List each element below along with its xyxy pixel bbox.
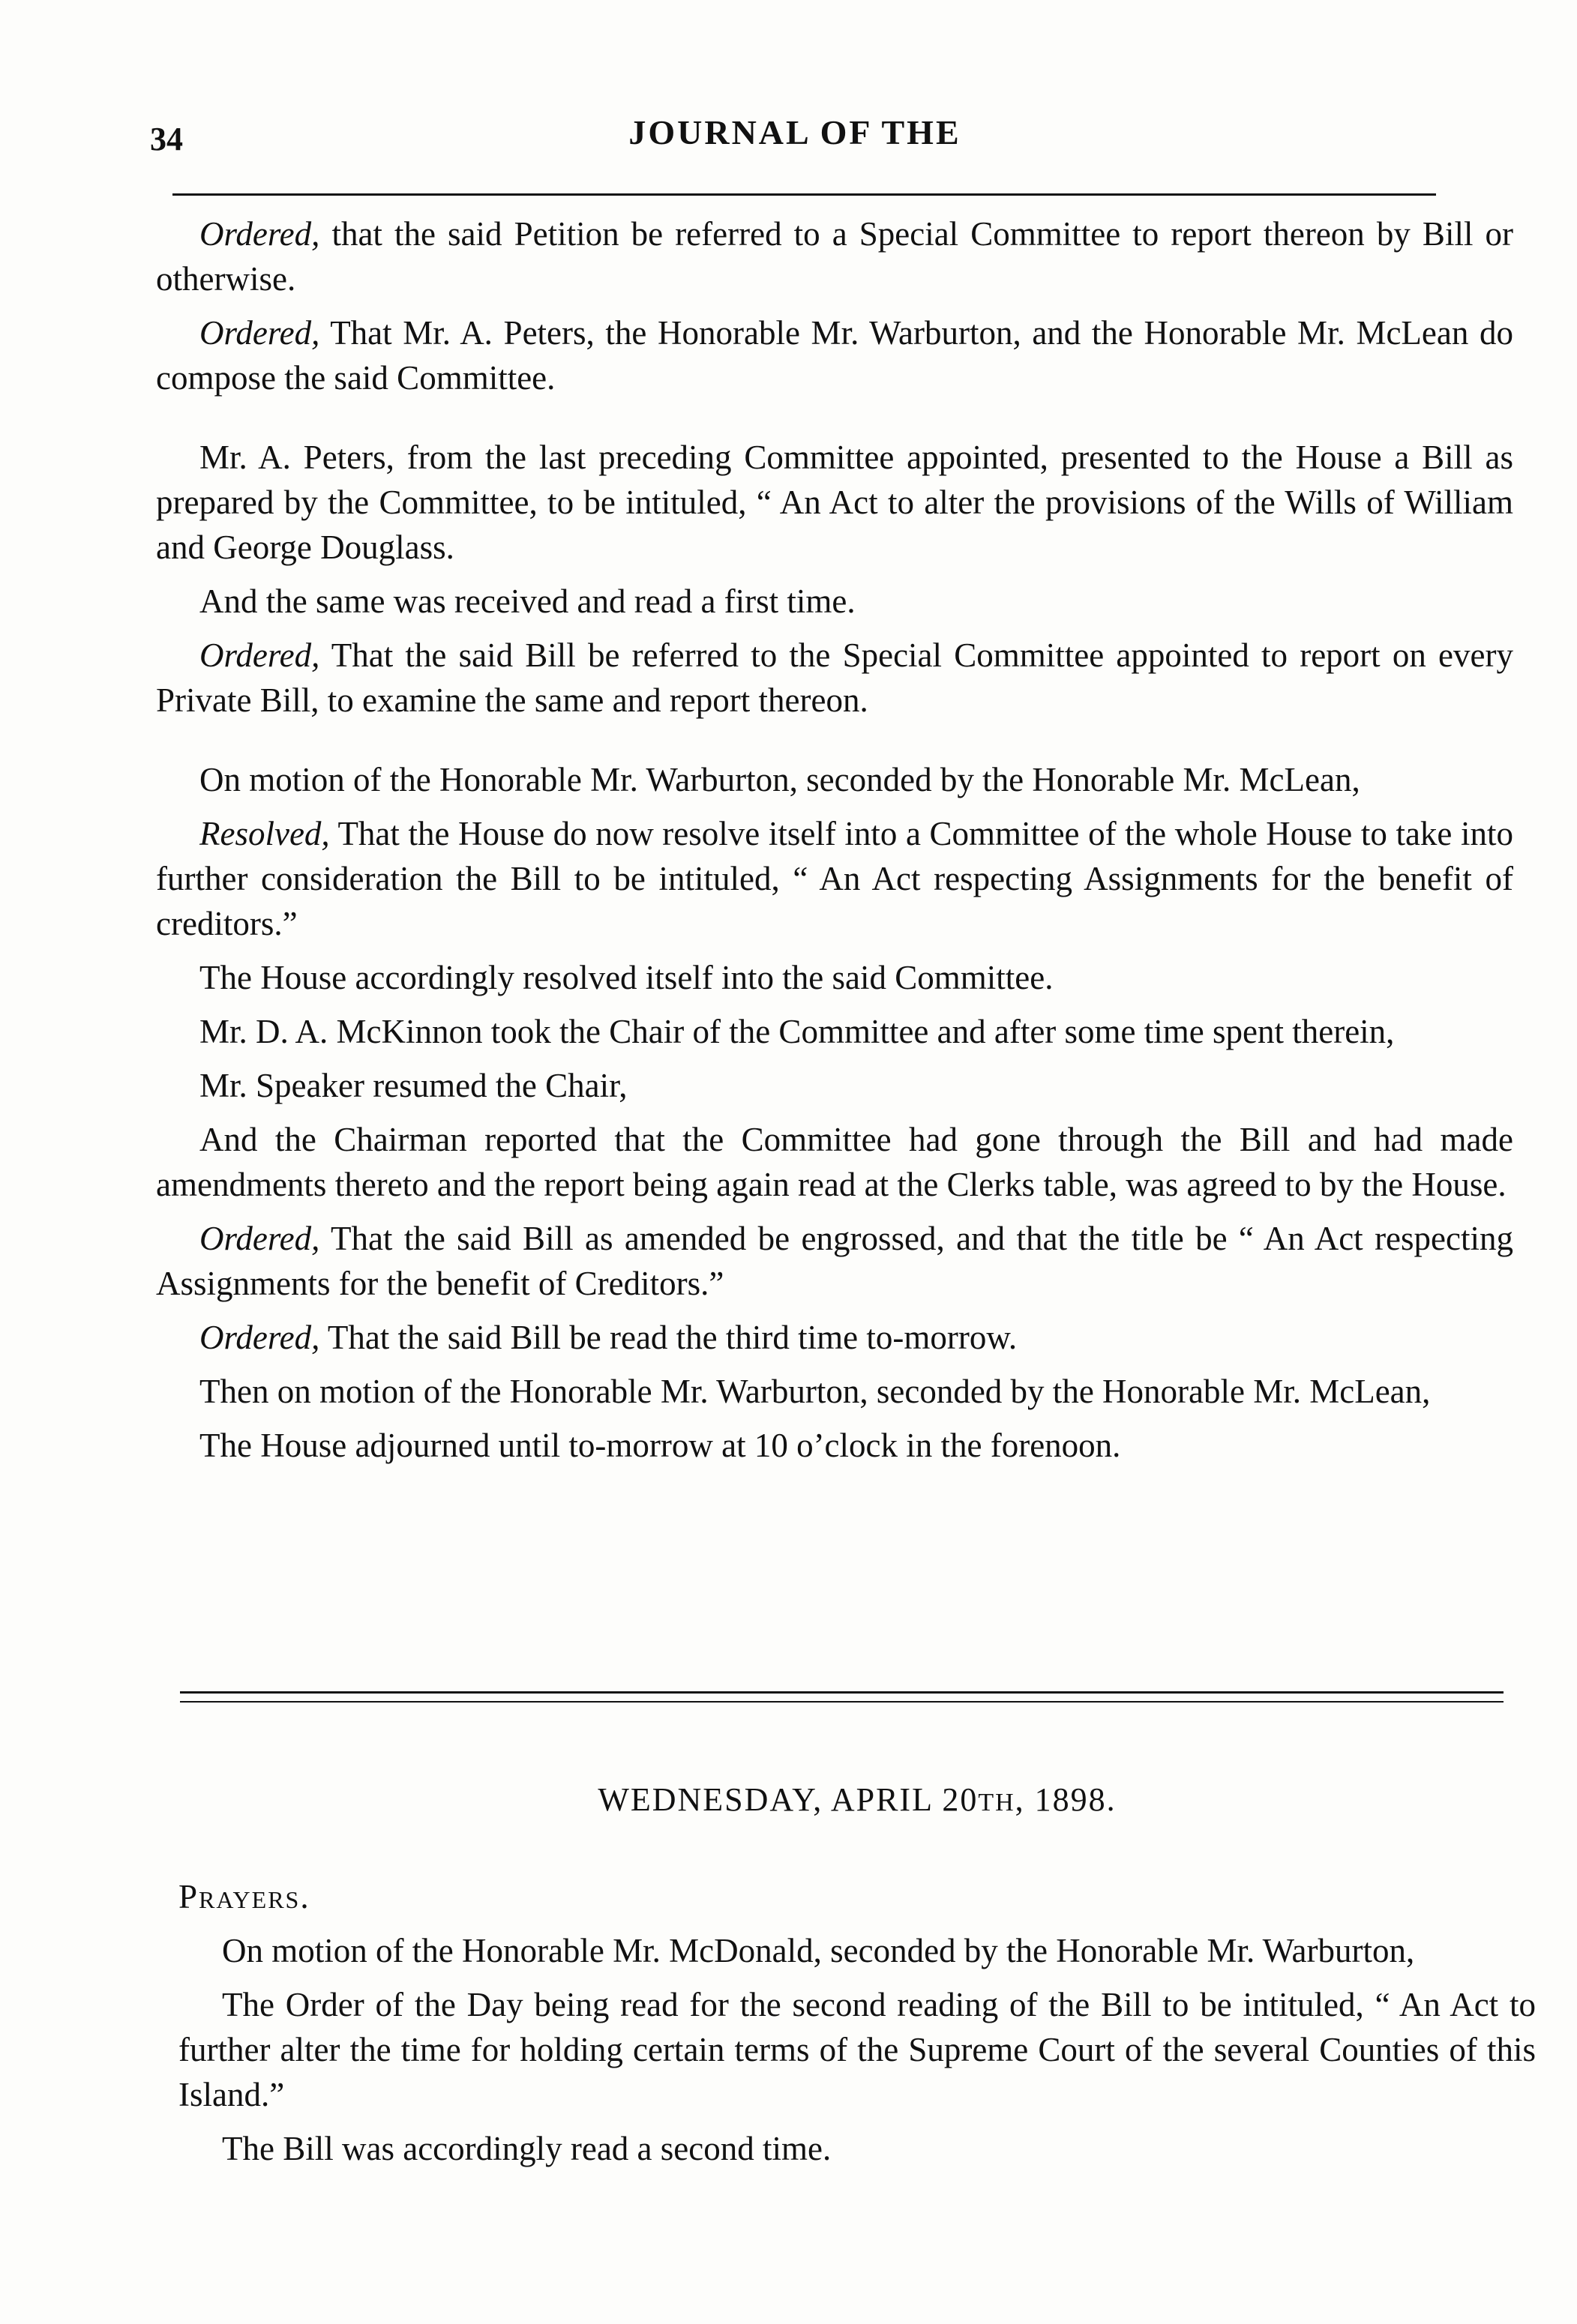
paragraph-text: That the House do now resolve itself into a Committee of the whole House to take into further consideration the Bill to be intituled, “ An Act respecting Assignments for the benefit of creditors.” [156,815,1513,942]
paragraph: The House adjourned until to-morrow at 10 o’clock in the forenoon. [199,1427,1121,1464]
paragraph: The House accordingly resolved itself into the said Committee. [199,959,1054,996]
paragraph: On motion of the Honorable Mr. Warburton, seconded by the Honorable Mr. McLean, [199,761,1360,798]
paragraph: On motion of the Honorable Mr. McDonald, seconded by the Honorable Mr. Warburton, [222,1932,1415,1969]
paragraph-text: That the said Bill be read the third time to-morrow. [319,1319,1018,1356]
prayers-heading [178,1874,1536,1919]
paragraph-text: that the said Petition be referred to a Special Committee to report thereon by Bill or otherwise. [156,215,1513,298]
paragraph: Then on motion of the Honorable Mr. Warburton, seconded by the Honorable Mr. McLean, [199,1373,1431,1410]
date-ordinal: TH [978,1789,1015,1816]
paragraph [156,633,1513,723]
paragraph: Mr. A. Peters, from the last preceding Committee appointed, presented to the House a Bill as prepared by the Committee, to be intituled, “ An Act to alter the provisions of the Wills of William and George Douglass. [156,439,1513,566]
paragraph [156,811,1513,946]
paragraph: Mr. Speaker resumed the Chair, [199,1067,628,1104]
paragraph [156,310,1513,400]
paragraph [156,1216,1513,1306]
paragraph [156,1315,1513,1360]
paragraph: Mr. D. A. McKinnon took the Chair of the Committee and after some time spent therein, [199,1013,1395,1050]
paragraph-text: That Mr. A. Peters, the Honorable Mr. Warburton, and the Honorable Mr. McLean do compose the said Committee. [156,314,1513,397]
paragraph-lead: Ordered, [199,215,320,253]
paragraph-lead: Ordered, [199,314,320,352]
page-header [150,112,1440,172]
paragraph: And the Chairman reported that the Committee had gone through the Bill and had made amendments thereto and the report being again read at the Clerks table, was agreed to by the House. [156,1121,1513,1203]
paragraph-lead: Ordered, [199,636,320,674]
prayers-label: Prayers. [178,1878,310,1915]
paragraph-lead: Ordered, [199,1319,320,1356]
paragraph-lead: Resolved, [199,815,330,852]
paragraph: The Order of the Day being read for the second reading of the Bill to be intituled, “ An Act to further alter the time for holding certain terms of the Supreme Court of the several Counties of this Island.” [178,1986,1536,2113]
paragraph [156,211,1513,301]
section-divider [180,1691,1504,1703]
proceedings-section [156,211,1513,1477]
page-number: 34 [150,121,183,157]
proceedings-section-2 [178,1874,1536,2180]
header-rule [172,193,1436,196]
date-year: , 1898. [1015,1781,1117,1818]
paragraph-text: That the said Bill be referred to the Special Committee appointed to report on every Private Bill, to examine the same and report thereon. [156,636,1513,719]
date-heading [178,1780,1536,1819]
running-title: JOURNAL OF THE [628,113,961,151]
paragraph: The Bill was accordingly read a second time. [222,2130,832,2167]
paragraph: And the same was received and read a first time. [199,582,856,620]
date-main: WEDNESDAY, APRIL 20 [598,1781,979,1818]
paragraph-lead: Ordered, [199,1220,320,1257]
paragraph-text: That the said Bill as amended be engrossed, and that the title be “ An Act respecting Assignments for the benefit of Creditors.” [156,1220,1513,1302]
